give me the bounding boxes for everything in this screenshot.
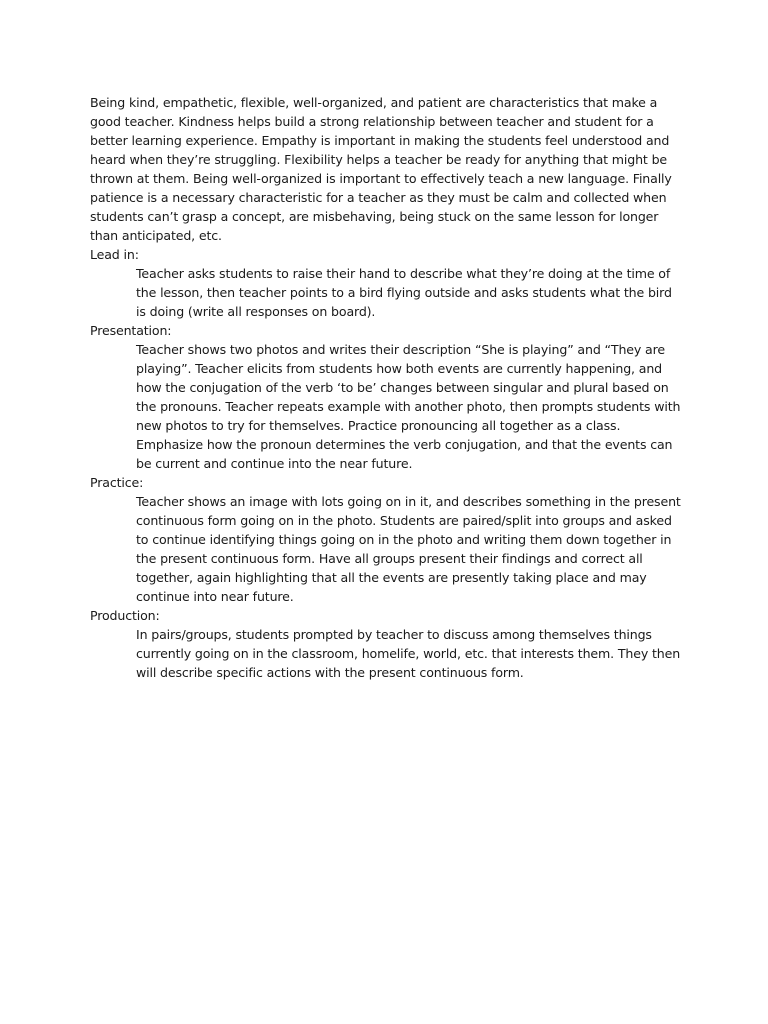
section-body-lead-in: Teacher asks students to raise their hand to describe what they’re doing at the time of the lesson, then teacher points to a bird flying outside and asks students what the bird is doing (write all responses on board). bbox=[136, 266, 672, 319]
section-heading-practice: Practice: bbox=[90, 475, 144, 490]
section-body-presentation: Teacher shows two photos and writes their description “She is playing” and “They are playing”. Teacher elicits from students how both events are currently happening, and how the conjugation of the verb ‘to be’ changes between singular and plural based on the pronouns. Teacher repeats example with another photo, then prompts students with new photos to try for themselves. Practice pronouncing all together as a class. Emphasize how the pronoun determines the verb conjugation, and that the events can be current and continue into the near future. bbox=[136, 342, 681, 471]
document-page bbox=[90, 93, 682, 682]
section-heading-presentation: Presentation: bbox=[90, 323, 172, 338]
intro-paragraph: Being kind, empathetic, flexible, well-organized, and patient are characteristics that make a good teacher. Kindness helps build a strong relationship between teacher and student for a better learning experience. Empathy is important in making the students feel understood and heard when they’re struggling. Flexibility helps a teacher be ready for anything that might be thrown at them. Being well-organized is important to effectively teach a new language. Finally patience is a necessary characteristic for a teacher as they must be calm and collected when students can’t grasp a concept, are misbehaving, being stuck on the same lesson for longer than anticipated, etc. bbox=[90, 95, 672, 243]
section-heading-lead-in: Lead in: bbox=[90, 247, 139, 262]
section-body-production: In pairs/groups, students prompted by teacher to discuss among themselves things currently going on in the classroom, homelife, world, etc. that interests them. They then will describe specific actions with the present continuous form. bbox=[136, 627, 681, 680]
section-heading-production: Production: bbox=[90, 608, 160, 623]
section-body-practice: Teacher shows an image with lots going on in it, and describes something in the present continuous form going on in the photo. Students are paired/split into groups and asked to continue identifying things going on in the photo and writing them down together in the present continuous form. Have all groups present their findings and correct all together, again highlighting that all the events are presently taking place and may continue into near future. bbox=[136, 494, 681, 604]
